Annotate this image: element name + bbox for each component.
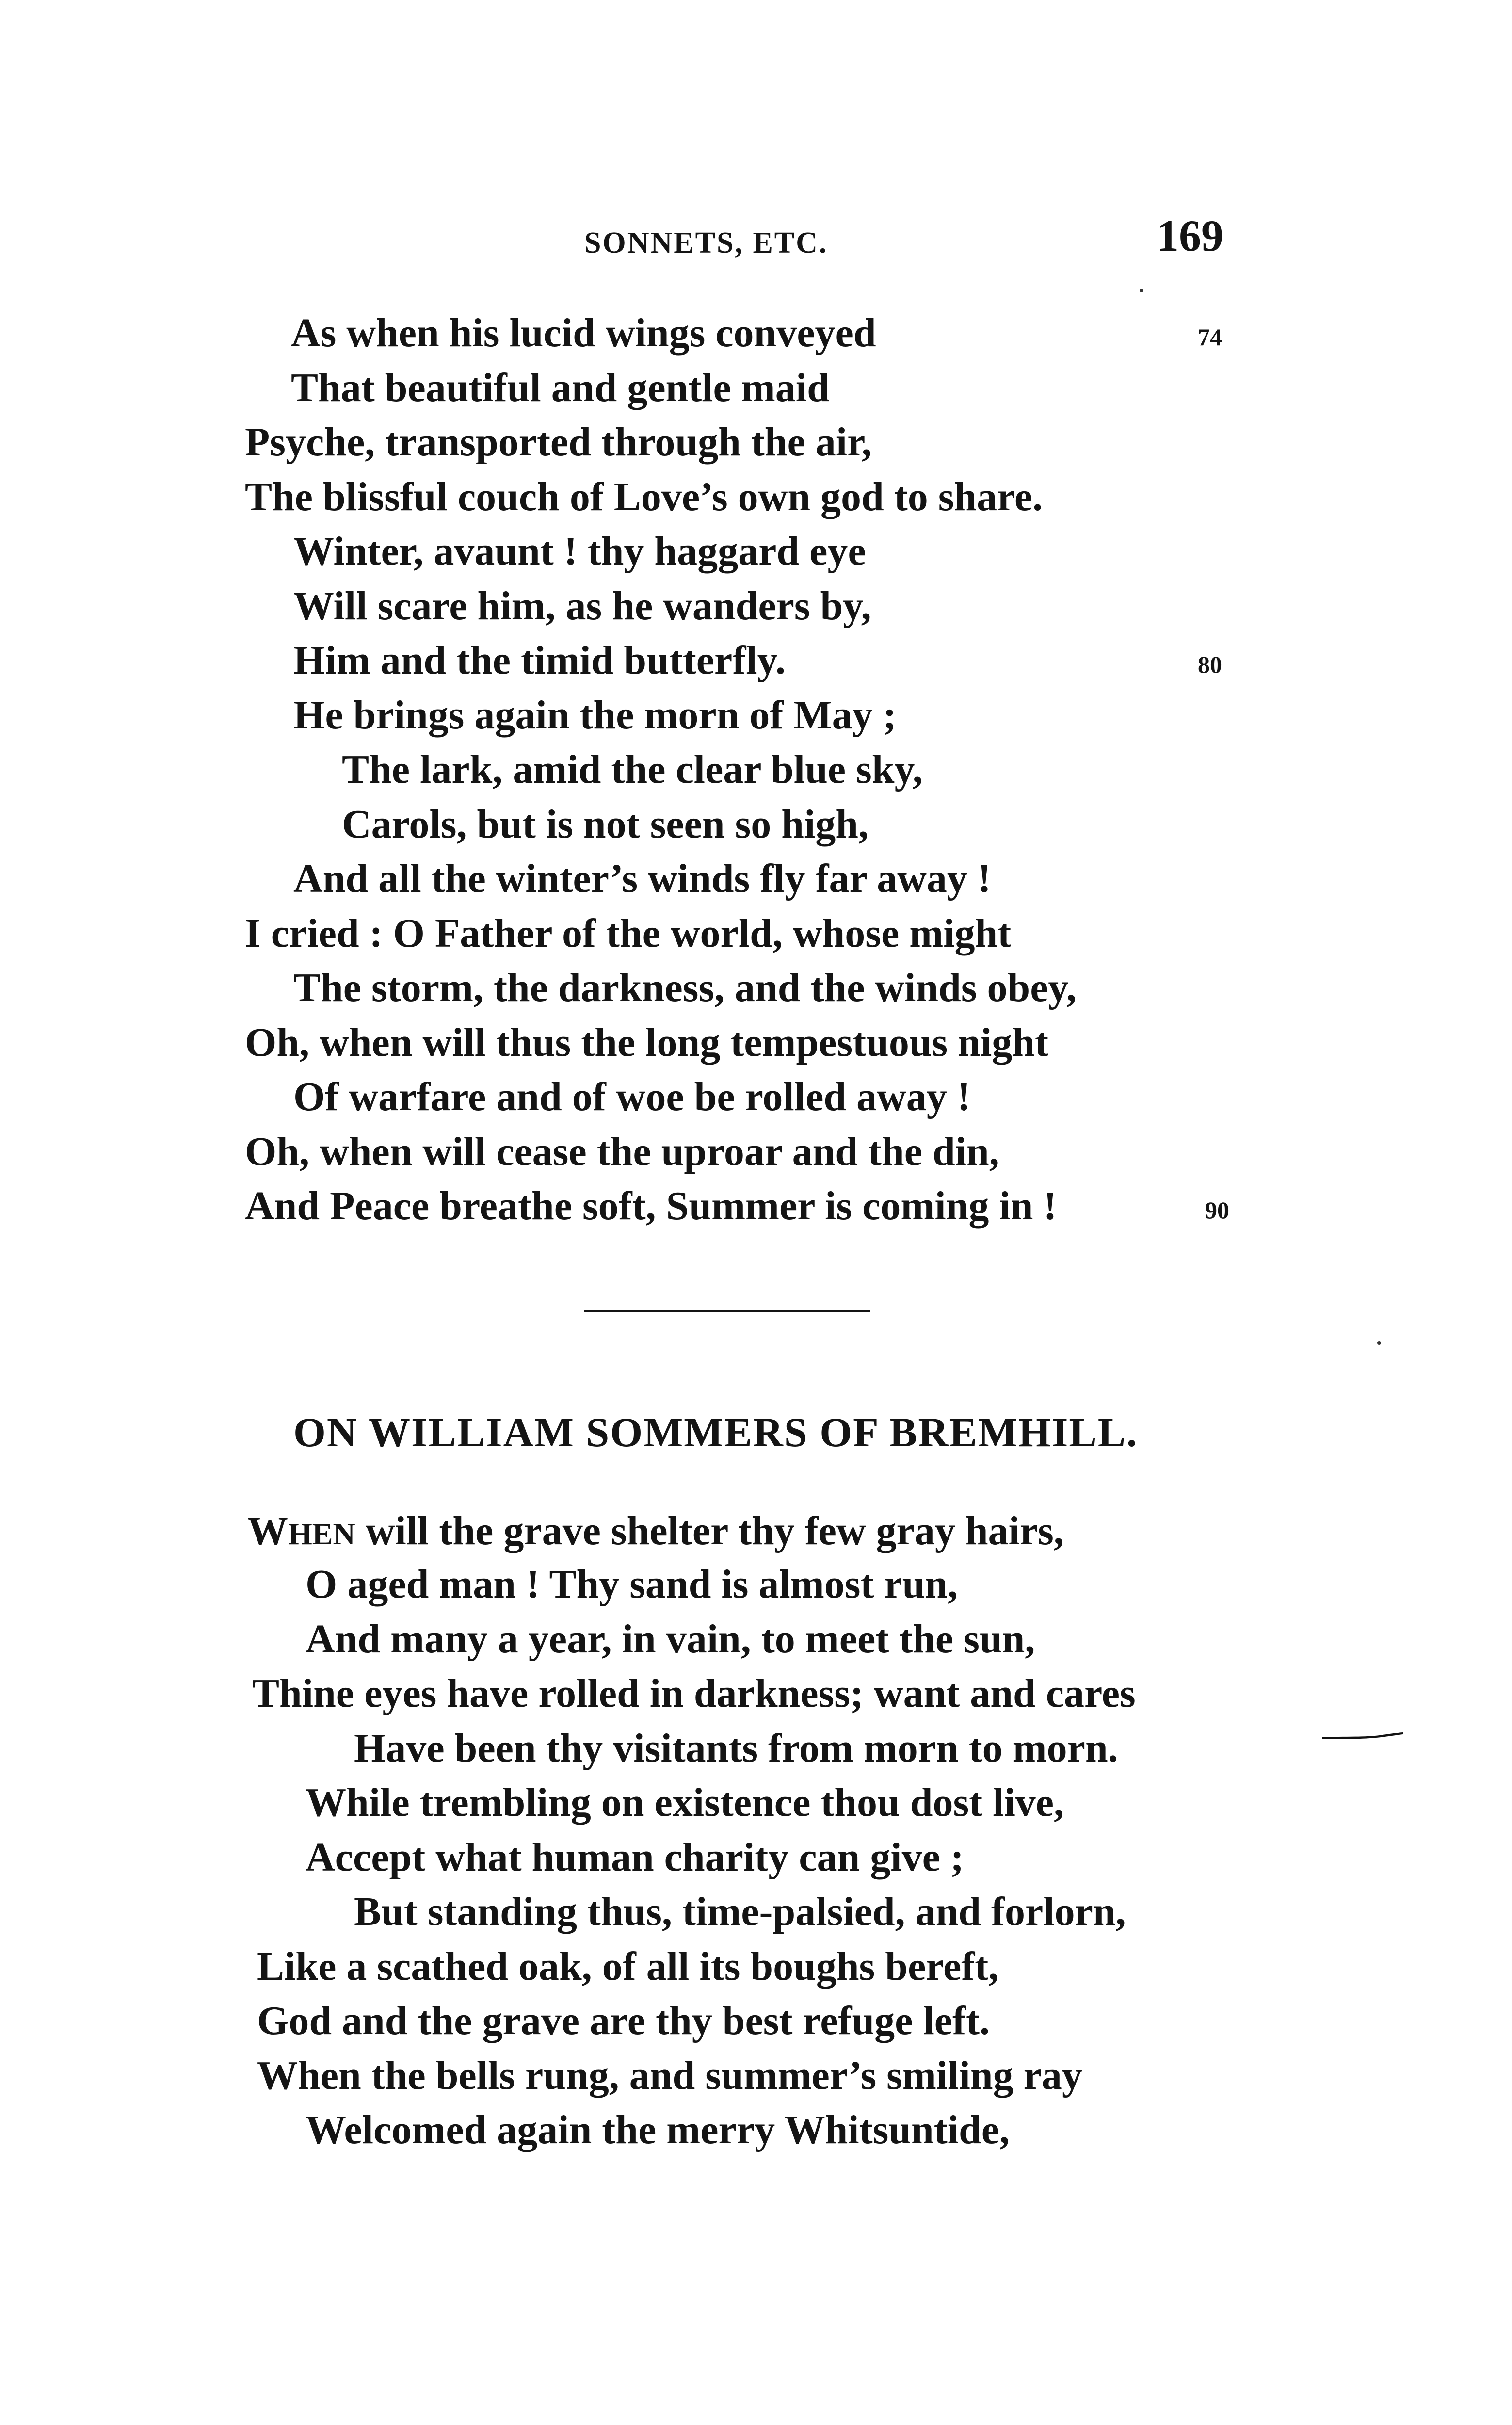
poem-line: Oh, when will thus the long tempestuous night: [245, 1020, 1048, 1065]
poem-line: While trembling on existence thou dost live,: [306, 1780, 1064, 1825]
poem-line: God and the grave are thy best refuge left.: [257, 1998, 990, 2043]
poem-title: ON WILLIAM SOMMERS OF BREMHILL.: [293, 1409, 1138, 1455]
poem-line: But standing thus, time-palsied, and forlorn,: [354, 1889, 1126, 1934]
ink-speck: [1377, 1341, 1381, 1345]
poem-line: And many a year, in vain, to meet the sun,: [306, 1617, 1035, 1662]
poem-line: The storm, the darkness, and the winds obey,: [293, 965, 1077, 1010]
section-divider-rule: [584, 1310, 870, 1312]
poem-line: The lark, amid the clear blue sky,: [342, 747, 923, 792]
poem-line: He brings again the morn of May ;: [293, 693, 897, 738]
poem-line: Will scare him, as he wanders by,: [293, 583, 871, 629]
poem-line: And all the winter’s winds fly far away !: [293, 856, 991, 901]
poem-line: O aged man ! Thy sand is almost run,: [306, 1562, 958, 1607]
line-number: 80: [1198, 651, 1222, 678]
poem-line: And Peace breathe soft, Summer is coming in !: [245, 1183, 1057, 1229]
poem-line: [247, 1508, 1064, 1553]
poem-line: That beautiful and gentle maid: [291, 365, 830, 410]
poem-line: Oh, when will cease the uproar and the din,: [245, 1129, 999, 1174]
initial-capital: W: [247, 1508, 288, 1553]
poem-line: Thine eyes have rolled in darkness; want and cares: [252, 1671, 1136, 1716]
poem-line: I cried : O Father of the world, whose might: [245, 911, 1012, 956]
margin-ink-mark: [1321, 1731, 1404, 1740]
poem-line: As when his lucid wings conveyed: [291, 310, 876, 356]
line-number: 74: [1198, 323, 1222, 351]
poem-line: Winter, avaunt ! thy haggard eye: [293, 529, 866, 574]
poem-line: Him and the timid butterfly.: [293, 638, 786, 683]
poem-line: Welcomed again the merry Whitsuntide,: [306, 2107, 1010, 2152]
page-number: 169: [1157, 211, 1223, 260]
line-number: 90: [1205, 1196, 1229, 1224]
poem-line: The blissful couch of Love’s own god to share.: [245, 474, 1043, 519]
poem-line: Have been thy visitants from morn to morn.: [354, 1726, 1118, 1771]
poem-line: Psyche, transported through the air,: [245, 420, 872, 465]
first-line-rest: will the grave shelter thy few gray hairs,: [355, 1508, 1064, 1553]
ink-speck: [1140, 289, 1143, 292]
running-head: SONNETS, ETC.: [584, 226, 828, 259]
poem-line: Carols, but is not seen so high,: [342, 802, 869, 847]
small-caps-word: HEN: [288, 1517, 355, 1551]
poem-line: Like a scathed oak, of all its boughs bereft,: [257, 1944, 999, 1989]
poem-line: Accept what human charity can give ;: [306, 1835, 964, 1880]
poem-line: Of warfare and of woe be rolled away !: [293, 1074, 971, 1119]
poem-line: When the bells rung, and summer’s smiling ray: [257, 2053, 1082, 2098]
